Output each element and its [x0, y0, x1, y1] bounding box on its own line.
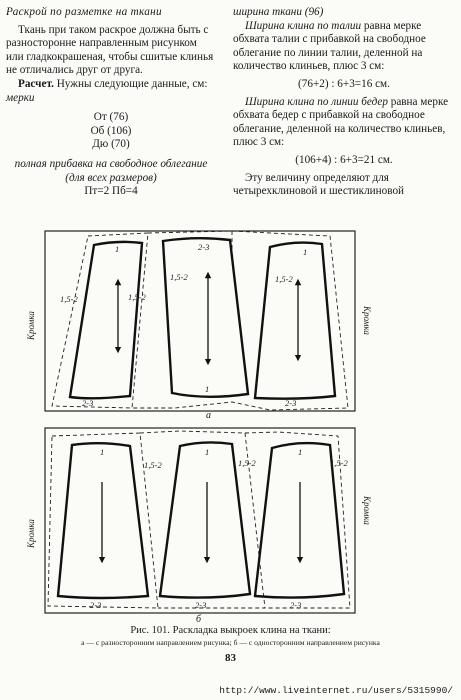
edge-label-b-left: Кромка	[26, 519, 36, 548]
label-b-bottom-3: 2-3	[290, 600, 302, 610]
allowance-text: полная прибавка на свободное облегание (для всех размеров)	[14, 157, 208, 184]
label-a-bottom-3: 2-3	[285, 398, 297, 408]
figure-label-a: а	[206, 410, 211, 421]
label-a-side-3: 1,5-2	[275, 274, 293, 284]
label-b-side-3: 1,5-2	[330, 458, 348, 468]
waist-formula: (76+2) : 6+3=16 см.	[298, 77, 390, 90]
figure-caption: Рис. 101. Раскладка выкроек клина на ткани:	[130, 625, 331, 636]
label-b-top-2: 1	[205, 447, 210, 457]
label-b-bottom-2: 2-3	[195, 600, 207, 610]
edge-label-a-left: Кромка	[26, 311, 36, 340]
measure-length: Дю (70)	[92, 138, 130, 151]
label-a-side-1: 1,5-2	[60, 294, 78, 304]
measure-hips: Об (106)	[90, 124, 132, 137]
waist-text: равна мерке обхвата талии с прибавкой на свободное облегание по линии талии, деленной на количество клиньев, плюс 3 см:	[233, 19, 426, 73]
section-heading: Раскрой по разметке на ткани	[6, 6, 162, 18]
calculation-label: Расчет.	[18, 77, 54, 90]
allowance-values: Пт=2 Пб=4	[84, 185, 138, 198]
source-url: http://www.liveinternet.ru/users/5315990/	[219, 685, 453, 696]
fabric-panel-b	[26, 428, 372, 625]
figure-label-b: б	[196, 614, 202, 625]
calculation-text: Нужны следующие данные, см:	[56, 77, 208, 90]
intro-paragraph: Ткань при таком раскрое должна быть с разносторонне направленным рисунком или гладкокрашеная, чтобы сшитые клинья не отличались друг от друга.	[6, 23, 214, 77]
measure-waist: От (76)	[93, 111, 129, 124]
label-b-top-3: 1	[298, 447, 303, 457]
hip-text: равна мерке обхвата бедер с прибавкой на свободное облегание, деленной на количество клиньев, плюс 3 см:	[233, 95, 449, 149]
edge-label-b-right: Кромка	[362, 496, 372, 525]
hip-title: Ширина клина по линии бедер	[245, 95, 388, 108]
tail-paragraph: Эту величину определяют для четырехклиновой и шестиклиновой	[233, 171, 405, 198]
figure-subcaption: а — с разносторонним направлением рисунка; б — с односторонним направлением рисунка	[81, 638, 380, 647]
hip-formula: (106+4) : 6+3=21 см.	[295, 153, 393, 166]
measures-label: мерки	[6, 91, 35, 104]
fabric-panel-a	[26, 231, 372, 421]
waist-title: Ширина клина по талии	[245, 19, 362, 32]
label-a-top-3: 1	[303, 247, 308, 257]
label-a-bottom-2: 2-3	[82, 398, 94, 408]
label-a-top-2: 2-3	[198, 242, 210, 252]
fabric-width: ширина ткани (96)	[233, 6, 324, 18]
label-a-top-1: 1	[115, 244, 120, 254]
label-b-top-1: 1	[100, 447, 105, 457]
label-a-bottom-1: 1	[205, 384, 210, 394]
label-a-side-4: 1,5-2	[128, 292, 146, 302]
edge-label-a-right: Кромка	[362, 306, 372, 335]
label-b-bottom-1: 2-3	[90, 600, 102, 610]
label-a-side-2: 1,5-2	[170, 272, 188, 282]
page-number: 83	[225, 652, 236, 664]
label-b-side-1: 1,5-2	[144, 460, 162, 470]
label-b-side-2: 1,5-2	[238, 458, 256, 468]
